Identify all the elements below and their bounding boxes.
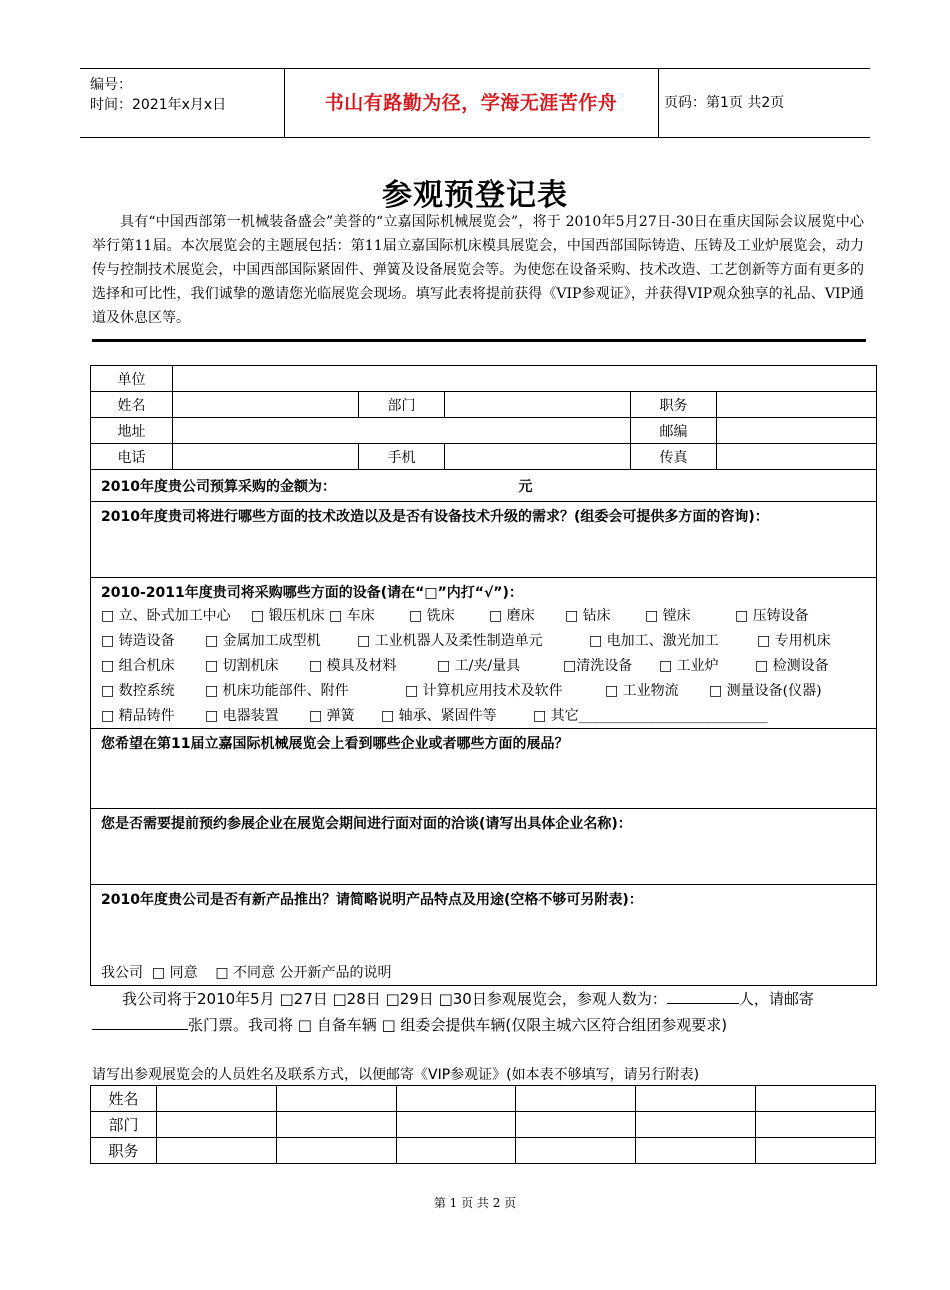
postcode-label: 邮编 [631, 418, 717, 444]
budget-question-text: 2010年度贵公司预算采购的金额为： [101, 478, 336, 495]
equipment-option[interactable]: □ 模具及材料 [309, 658, 397, 674]
intro-paragraph: 具有“中国西部第一机械装备盛会”美誉的“立嘉国际机械展览会”，将于 2010年5月27日-30日在重庆国际会议展览中心举行第11届。本次展览会的主题展包括：第11届立嘉国际机床模具展览会，中国西部国际铸造、压铸及工业炉展览会，动力传与控制技术展览会，中国西部国际紧固件、弹簧及设备展览会等。为使您在设备采购、技术改造、工艺创新等方面有更多的选择和可比性，我们诚挚的邀请您光临展览会现场。填写此表将提前获得《VIP参观证》，并获得VIP观众独享的礼品、VIP通道及休息区等。 [92, 214, 864, 326]
header-page-info: 页码：第1页 共2页 [664, 95, 785, 111]
visit-schedule [92, 986, 872, 1038]
equipment-option[interactable]: □ 电器装置 [205, 708, 279, 724]
mobile-label: 手机 [359, 444, 445, 470]
equipment-option[interactable]: □ 工业机器人及柔性制造单元 [357, 633, 543, 649]
equipment-option[interactable]: □ 数控系统 [101, 683, 175, 699]
ticket-count-blank[interactable] [92, 1013, 188, 1030]
attendee-cell[interactable] [636, 1086, 756, 1112]
mobile-field[interactable] [445, 444, 631, 470]
equipment-option[interactable]: □ 铸造设备 [101, 633, 175, 649]
equipment-option[interactable]: □清洗设备 [563, 658, 633, 674]
fax-field[interactable] [717, 444, 877, 470]
new-product-question: 2010年度贵公司是否有新产品推出？请简略说明产品特点及用途(空格不够可另附表)： [101, 892, 643, 908]
postcode-field[interactable] [717, 418, 877, 444]
equipment-row [101, 680, 866, 700]
name-field[interactable] [173, 392, 359, 418]
equipment-option[interactable]: □ 钻床 [565, 608, 611, 624]
attendee-row-label: 职务 [91, 1138, 157, 1164]
dept-field[interactable] [445, 392, 631, 418]
exhibit-interest-question: 您希望在第11届立嘉国际机械展览会上看到哪些企业或者哪些方面的展品？ [101, 736, 569, 752]
new-product-section[interactable] [91, 885, 877, 986]
header-meta [90, 75, 226, 115]
equipment-row [101, 705, 866, 725]
position-field[interactable] [717, 392, 877, 418]
unit-label: 单位 [91, 366, 173, 392]
equipment-question: 2010-2011年度贵司将采购哪些方面的设备(请在“□”内打“√”)： [101, 585, 523, 601]
attendee-cell[interactable] [756, 1086, 876, 1112]
equipment-option[interactable]: □ 切割机床 [205, 658, 279, 674]
attendee-cell[interactable] [516, 1112, 636, 1138]
equipment-option[interactable]: □ 其它___________________________ [533, 708, 768, 724]
meeting-request-section[interactable] [91, 809, 877, 885]
equipment-option[interactable]: □ 弹簧 [309, 708, 355, 724]
attendee-cell[interactable] [396, 1138, 516, 1164]
equipment-option[interactable]: □ 磨床 [489, 608, 535, 624]
attendee-cell[interactable] [756, 1138, 876, 1164]
attendee-row [91, 1086, 876, 1112]
address-field[interactable] [173, 418, 631, 444]
equipment-row [101, 655, 866, 675]
position-label: 职务 [631, 392, 717, 418]
equipment-option[interactable]: □ 精品铸件 [101, 708, 175, 724]
document-header [80, 68, 870, 138]
budget-unit: 元 [518, 478, 533, 495]
equipment-option[interactable]: □ 电加工、激光加工 [589, 633, 719, 649]
equipment-option[interactable]: □ 轴承、紧固件等 [381, 708, 497, 724]
equipment-option[interactable]: □ 组合机床 [101, 658, 175, 674]
equipment-row [101, 630, 866, 650]
attendee-row [91, 1138, 876, 1164]
registration-form [90, 365, 877, 986]
attendee-cell[interactable] [157, 1112, 277, 1138]
attendee-note: 请写出参观展览会的人员姓名及联系方式，以便邮寄《VIP参观证》(如本表不够填写，请另行附表) [92, 1067, 700, 1083]
phone-field[interactable] [173, 444, 359, 470]
exhibit-interest-section[interactable] [91, 729, 877, 809]
equipment-option[interactable]: □ 工业物流 [605, 683, 679, 699]
tech-upgrade-section[interactable] [91, 502, 877, 578]
attendee-cell[interactable] [396, 1112, 516, 1138]
attendee-cell[interactable] [756, 1112, 876, 1138]
equipment-row [101, 605, 866, 625]
attendee-cell[interactable] [276, 1086, 396, 1112]
attendee-cell[interactable] [396, 1086, 516, 1112]
fax-label: 传真 [631, 444, 717, 470]
equipment-option[interactable]: □ 专用机床 [757, 633, 831, 649]
tech-upgrade-question: 2010年度贵司将进行哪些方面的技术改造以及是否有设备技术升级的需求？(组委会可提供多方面的咨询)： [101, 509, 769, 525]
equipment-option[interactable]: □ 镗床 [645, 608, 691, 624]
budget-question[interactable] [91, 470, 877, 502]
unit-field[interactable] [173, 366, 877, 392]
attendee-cell[interactable] [276, 1138, 396, 1164]
equipment-option[interactable]: □ 测量设备(仪器) [709, 683, 822, 699]
attendee-table [90, 1085, 876, 1164]
document-time: 时间：2021年x月x日 [90, 97, 227, 113]
header-divider [658, 69, 659, 137]
equipment-options [101, 605, 866, 725]
attendee-cell[interactable] [276, 1112, 396, 1138]
equipment-option[interactable]: □ 工/夹/量具 [437, 658, 521, 674]
attendee-cell[interactable] [157, 1086, 277, 1112]
transport-options[interactable]: 张门票。我司将 □ 自备车辆 □ 组委会提供车辆(仅限主城六区符合组团参观要求) [188, 1016, 728, 1034]
attendee-cell[interactable] [157, 1138, 277, 1164]
dept-label: 部门 [359, 392, 445, 418]
equipment-option[interactable]: □ 锻压机床 [251, 608, 325, 624]
attendee-cell[interactable] [636, 1112, 756, 1138]
visitor-count-blank[interactable] [667, 987, 739, 1004]
page-title: 参观预登记表 [382, 178, 568, 213]
page-footer: 第 1 页 共 2 页 [433, 1196, 517, 1210]
new-product-consent[interactable]: 我公司 □ 同意 □ 不同意 公开新产品的说明 [101, 965, 392, 981]
equipment-option[interactable]: □ 工业炉 [659, 658, 719, 674]
address-label: 地址 [91, 418, 173, 444]
equipment-option[interactable]: □ 立、卧式加工中心 [101, 608, 231, 624]
attendee-cell[interactable] [636, 1138, 756, 1164]
attendee-cell[interactable] [516, 1086, 636, 1112]
section-rule [92, 339, 866, 342]
equipment-option[interactable]: □ 机床功能部件、附件 [205, 683, 349, 699]
phone-label: 电话 [91, 444, 173, 470]
attendee-row-label: 姓名 [91, 1086, 157, 1112]
equipment-option[interactable]: □ 铣床 [409, 608, 455, 624]
equipment-option[interactable]: □ 检测设备 [755, 658, 829, 674]
equipment-section [91, 578, 877, 729]
header-motto: 书山有路勤为径，学海无涯苦作舟 [324, 92, 618, 114]
visit-dates[interactable]: 我公司将于2010年5月 □27日 □28日 □29日 □30日参观展览会，参观人数为： [122, 990, 667, 1008]
attendee-cell[interactable] [516, 1138, 636, 1164]
visit-mail-text: 人，请邮寄 [738, 990, 814, 1008]
meeting-request-question: 您是否需要提前预约参展企业在展览会期间进行面对面的洽谈(请写出具体企业名称)： [101, 816, 632, 832]
equipment-option[interactable]: □ 计算机应用技术及软件 [405, 683, 563, 699]
document-number-label: 编号： [90, 77, 132, 93]
equipment-option[interactable]: □ 压铸设备 [735, 608, 809, 624]
attendee-row-label: 部门 [91, 1112, 157, 1138]
equipment-option[interactable]: □ 金属加工成型机 [205, 633, 321, 649]
name-label: 姓名 [91, 392, 173, 418]
attendee-row [91, 1112, 876, 1138]
equipment-option[interactable]: □ 车床 [329, 608, 375, 624]
